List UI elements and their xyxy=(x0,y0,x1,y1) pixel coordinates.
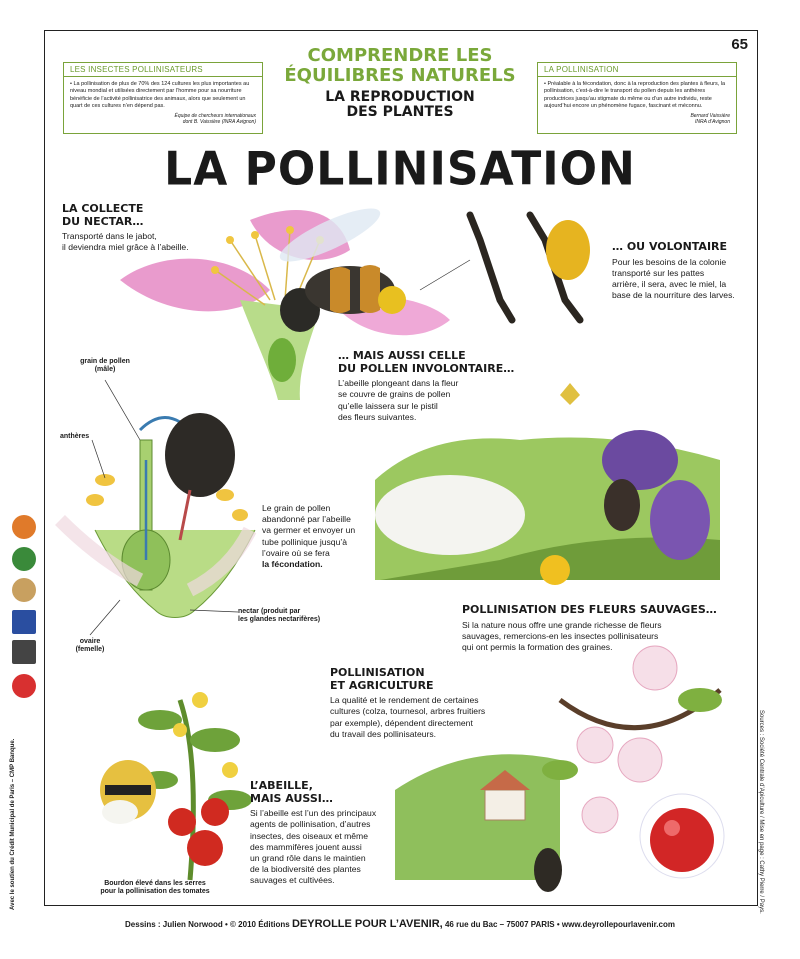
vertical-credit-right: Sources : Société Centrale d’Apiculture / Mise en page : Cathy Pierre / Pays. xyxy=(758,710,764,914)
section-fleurs-sauvages: POLLINISATION DES FLEURS SAUVAGES… Si la nature nous offre une grande richesse de fleurs sauvages, remercions-en les insectes pollinisateurs qui ont permis la formation des graines. xyxy=(462,604,752,653)
section-text: il deviendra miel grâce à l’abeille. xyxy=(62,242,189,253)
banner-line1b: ÉQUILIBRES NATURELS xyxy=(284,64,516,86)
banner-line2b: DES PLANTES xyxy=(346,103,454,120)
section-heading: DU POLLEN INVOLONTAIRE… xyxy=(338,361,515,375)
section-heading: ET AGRICULTURE xyxy=(330,678,434,692)
page-title: LA POLLINISATION xyxy=(164,142,636,197)
section-heading: MAIS AUSSI… xyxy=(250,791,333,805)
footer-address: 46 rue du Bac – 75007 PARIS • www.deyrollepourlavenir.com xyxy=(442,920,675,929)
page-number: 65 xyxy=(731,36,748,53)
banner-line1a: COMPRENDRE LES xyxy=(307,45,493,66)
sponsor-logo-5 xyxy=(12,640,36,664)
pistil-diagram-illustration xyxy=(60,413,255,618)
sponsor-logo-1 xyxy=(12,515,36,539)
footer-text: Dessins : Julien Norwood • © 2010 Éditions xyxy=(125,920,292,929)
section-involontaire: … MAIS AUSSI CELLE DU POLLEN INVOLONTAIRE… L’abeille plongeant dans la fleur se couvre de grains de pollen qu’elle laissera sur le pistil des fleurs suivantes. xyxy=(338,349,515,422)
section-text: Transporté dans le jabot, xyxy=(62,231,157,242)
info-box-body: • Préalable à la fécondation, donc à la reproduction des plantes à fleurs, la pollinisation, c’est-à-dire le transport du pollen depuis les anthères productrices jusqu’au stigmate du même ou d’un autre individu, reste aujourd’hui encore un phénomène fugace, fascinant et méconnu. xyxy=(544,81,726,110)
sponsor-logo-4 xyxy=(12,610,36,634)
section-heading: … OU VOLONTAIRE xyxy=(612,240,728,253)
label-antheres: anthères xyxy=(60,433,90,440)
sponsor-logo-6 xyxy=(12,674,36,698)
sponsor-logo-3 xyxy=(12,578,36,602)
sponsor-logo-2 xyxy=(12,547,36,571)
bee-legs-illustration xyxy=(470,215,590,320)
section-heading: LA COLLECTE xyxy=(62,202,144,215)
section-heading: POLLINISATION DES FLEURS SAUVAGES… xyxy=(462,603,717,616)
footer-credits xyxy=(0,918,800,930)
label-grain-pollen: grain de pollen (mâle) xyxy=(80,358,130,374)
info-box-credit: Équipe de chercheurs internationaux dont B. Vaissière (INRA Avignon) xyxy=(174,112,256,126)
label-bourdon: Bourdon élevé dans les serres pour la pollinisation des tomates xyxy=(100,880,210,896)
label-ovaire: ovaire (femelle) xyxy=(75,638,105,654)
banner-line2a: LA REPRODUCTION xyxy=(325,88,475,105)
section-heading: L’ABEILLE, xyxy=(250,779,313,792)
label-nectar: nectar (produit par les glandes nectarifères) xyxy=(238,608,321,624)
section-volontaire: … OU VOLONTAIRE Pour les besoins de la colonie transporté sur les pattes arrière, il sera, avec le miel, la base de la nourriture des larves. xyxy=(612,241,752,301)
section-heading: … MAIS AUSSI CELLE xyxy=(338,349,466,362)
footer-publisher: DEYROLLE POUR L’AVENIR, xyxy=(291,918,443,930)
vertical-credit-left: Avec le soutien du Crédit Municipal de Paris – CMP Banque. xyxy=(10,738,16,910)
info-box-heading: LES INSECTES POLLINISATEURS xyxy=(64,63,262,77)
section-collecte-nectar xyxy=(62,203,189,254)
tomato-bumblebee-illustration xyxy=(100,692,252,880)
section-abeille-mais-aussi: L’ABEILLE, MAIS AUSSI… Si l’abeille est l’un des principaux agents de pollinisation, d’autres insectes, des oiseaux et même des mammifères jouent aussi un grand rôle dans le maintien de la biodiversité des plantes sauvages et cultivées. xyxy=(250,779,377,886)
fecondation-bold: la fécondation. xyxy=(262,558,323,569)
info-box-heading: LA POLLINISATION xyxy=(538,63,736,77)
info-box-credit: Bernard Vaissière INRA d’Avignon xyxy=(690,112,730,126)
info-box-body: • La pollinisation de plus de 70% des 124 cultures les plus importantes au niveau mondial et utilisées directement par l’homme pour sa nourriture bénéficie de l’activité pollinisatrice des animaux, alors que seulement un quart de ces cultures n’en dépend pas. xyxy=(70,81,250,110)
section-fecondation: Le grain de pollen abandonné par l’abeille va germer et envoyer un tube pollinique jusqu’à l’ovaire où se fera la fécondation. xyxy=(262,503,356,569)
section-heading: POLLINISATION xyxy=(330,666,425,679)
section-agriculture: POLLINISATION ET AGRICULTURE La qualité et le rendement de certaines cultures (colza, tournesol, arbres fruitiers par exemple), dépendent directement du travail des pollinisateurs. xyxy=(330,666,486,739)
section-heading: DU NECTAR… xyxy=(62,214,144,228)
